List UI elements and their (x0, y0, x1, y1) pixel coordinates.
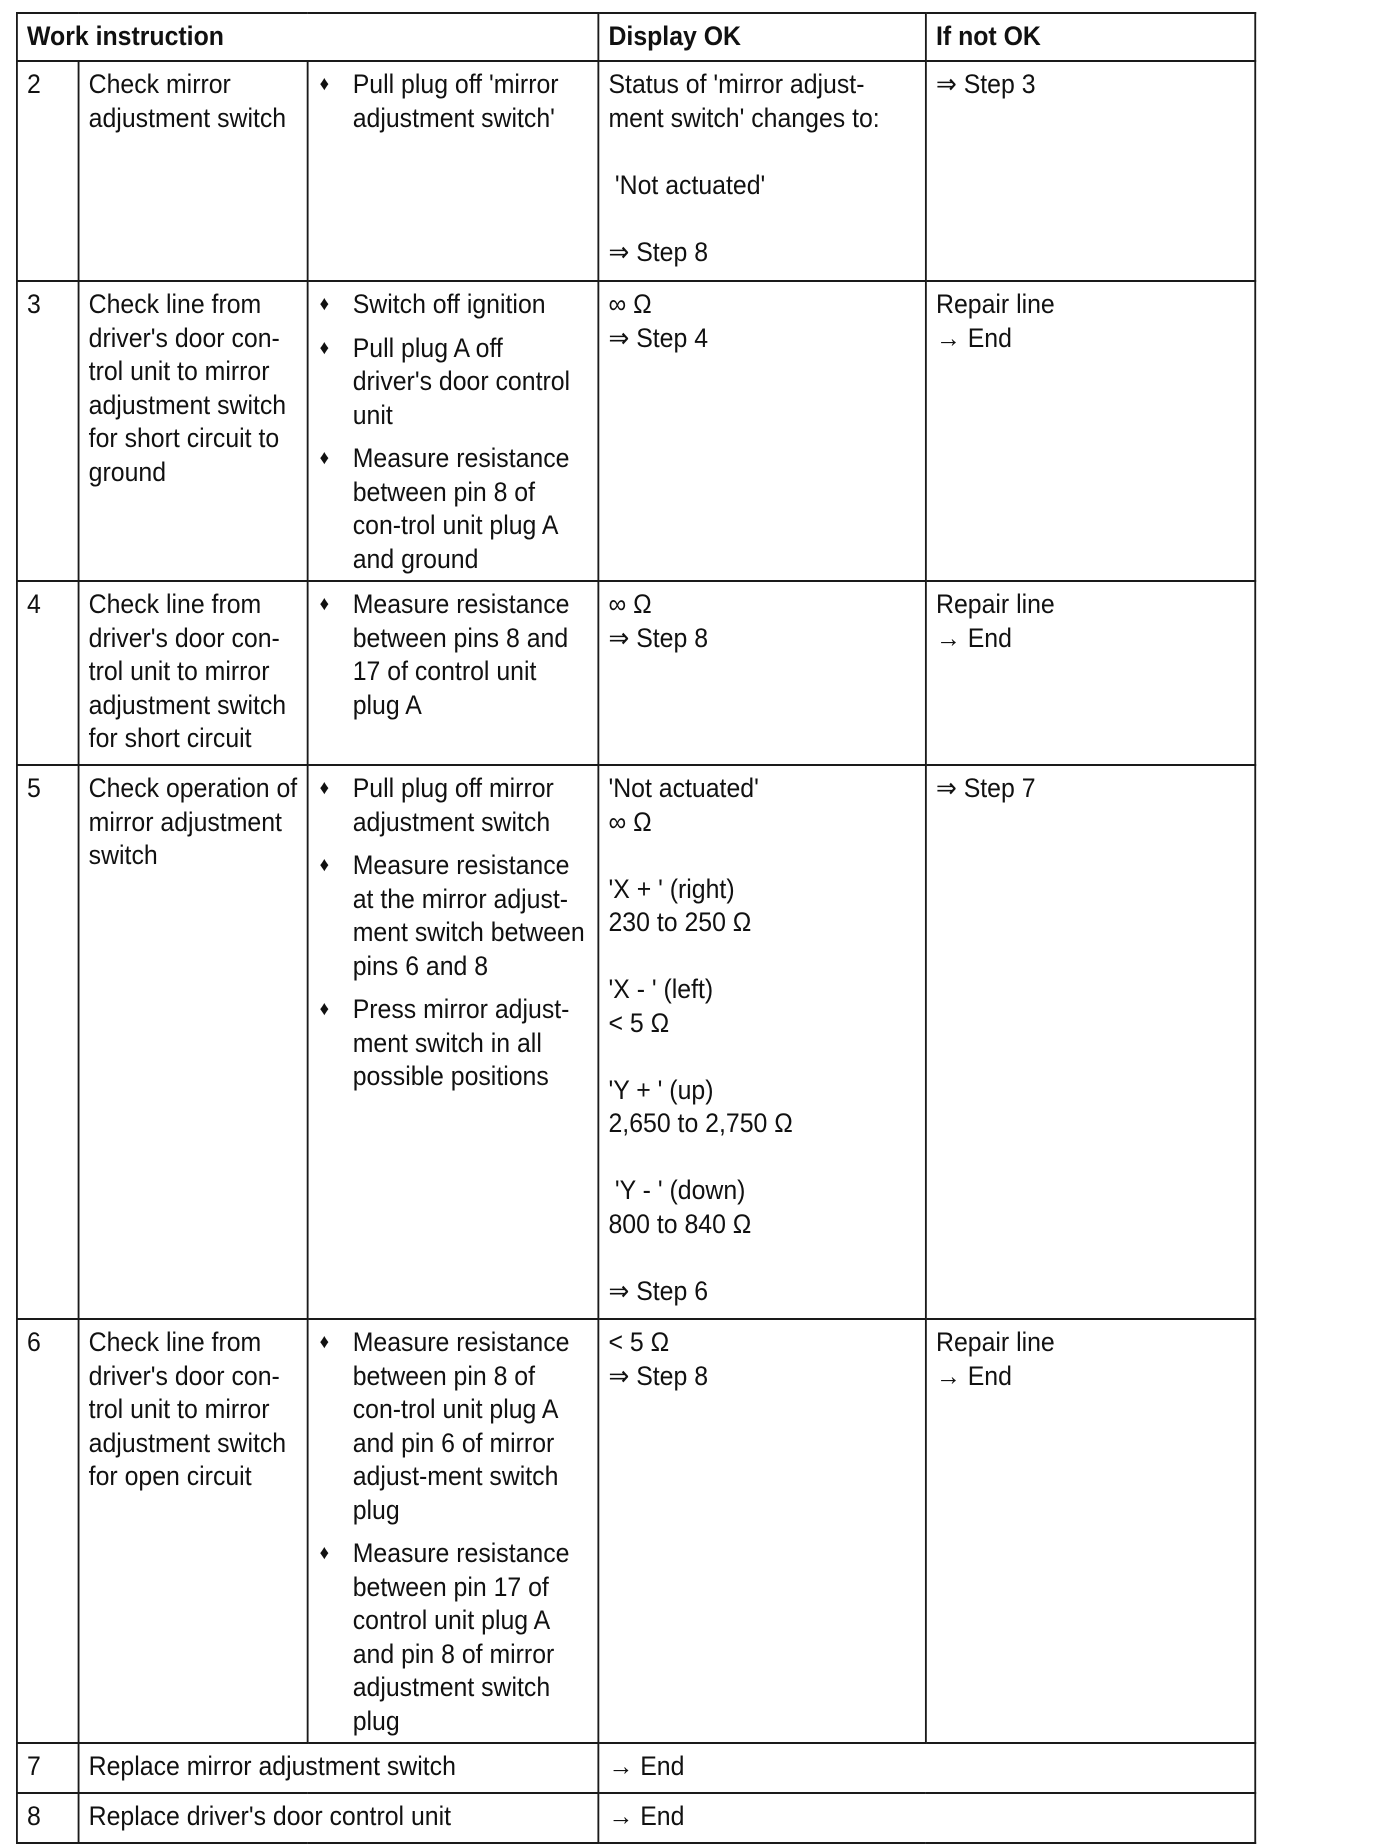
display-next-step: ⇒ Step 4 (608, 322, 709, 353)
if-not-ok-cell (926, 61, 1255, 281)
resistance-value: < 5 Ω (608, 1327, 670, 1357)
bullet-icon: ♦ (319, 777, 330, 799)
not-ok-text: ⇒ Step 7 (936, 773, 1036, 803)
display-ok-cell (598, 581, 926, 765)
resistance-value: < 5 Ω (608, 1007, 670, 1038)
step-number: 3 (17, 281, 79, 581)
resistance-value: ∞ Ω (608, 806, 652, 837)
display-text: Status of 'mirror adjust-ment switch' changes to: (608, 69, 880, 133)
display-ok-cell (598, 765, 926, 1319)
step-number: 7 (17, 1743, 79, 1793)
bullet-icon: ♦ (319, 73, 330, 95)
step-number: 8 (17, 1793, 79, 1843)
action-item: ♦ Measure resistance at the mirror adjust-ment switch between pins 6 and 8 (319, 850, 585, 981)
bullet-icon: ♦ (319, 1331, 330, 1353)
if-not-ok-cell (926, 281, 1255, 581)
check-description: Check line from driver's door con-trol unit to mirror adjustment switch for short circuit to ground (79, 281, 308, 581)
action-item: ♦ Measure resistance between pins 8 and 17 of control unit plug A (319, 589, 570, 720)
step-number: 2 (17, 61, 79, 281)
action-item: ♦ Measure resistance between pin 17 of control unit plug A and pin 8 of mirror adjustment switch plug (319, 1538, 570, 1736)
action-list (308, 281, 599, 581)
resistance-value: 230 to 250 Ω (608, 907, 752, 937)
switch-state: 'Y - ' (down) (614, 1175, 746, 1205)
step-row-2 (17, 61, 1255, 281)
work-instruction-table (16, 12, 1256, 1844)
action-item: ♦ Switch off ignition (318, 288, 588, 322)
resistance-value: 2,650 to 2,750 Ω (608, 1108, 793, 1138)
switch-state: 'X + ' (right) (608, 873, 735, 904)
not-ok-text: → End (936, 622, 1012, 653)
switch-state: 'Y + ' (up) (608, 1074, 714, 1105)
check-description: Check operation of mirror adjustment switch (79, 765, 308, 1319)
action-list (308, 1319, 599, 1743)
instruction-text: Replace driver's door control unit (79, 1793, 599, 1843)
not-ok-text: → End (936, 322, 1012, 353)
action-item: ♦ Measure resistance between pin 8 of con-trol unit plug A and pin 6 of mirror adjust-ment switch plug (319, 1327, 570, 1525)
action-list (308, 61, 599, 281)
if-not-ok-cell (926, 581, 1255, 765)
bullet-icon: ♦ (319, 1542, 330, 1564)
if-not-ok-cell (926, 765, 1255, 1319)
display-ok-cell (598, 1319, 926, 1743)
action-item: ♦ Pull plug A off driver's door control unit (319, 332, 571, 430)
step-number: 4 (17, 581, 79, 765)
action-list (308, 765, 599, 1319)
header-row (17, 13, 1255, 61)
display-ok-cell (598, 61, 926, 281)
step-row-8 (17, 1793, 1255, 1843)
not-ok-text: → End (936, 1360, 1012, 1391)
switch-state: 'Not actuated' (608, 773, 759, 803)
if-not-ok-cell (926, 1319, 1255, 1743)
display-text: ∞ Ω (608, 289, 652, 319)
step-number: 6 (17, 1319, 79, 1743)
step-row-7 (17, 1743, 1255, 1793)
header-work-instruction: Work instruction (17, 13, 598, 61)
resistance-value: 800 to 840 Ω (608, 1208, 752, 1239)
display-next-step: ⇒ Step 8 (608, 236, 709, 267)
bullet-icon: ♦ (319, 854, 330, 876)
check-description: Check line from driver's door con-trol unit to mirror adjustment switch for short circuit (79, 581, 308, 765)
check-description: Check mirror adjustment switch (79, 61, 308, 281)
header-display-ok: Display OK (598, 13, 926, 61)
action-item: ♦ Pull plug off mirror adjustment switch (319, 773, 554, 837)
action-item: ♦ Press mirror adjust-ment switch in all possible positions (319, 994, 570, 1091)
result-text: → End (598, 1793, 1255, 1843)
switch-state: 'X - ' (left) (608, 974, 714, 1004)
display-next-step: ⇒ Step 8 (608, 1360, 709, 1391)
bullet-icon: ♦ (319, 998, 330, 1020)
bullet-icon: ♦ (319, 293, 330, 315)
result-text: → End (598, 1743, 1255, 1793)
action-item: ♦ Measure resistance between pin 8 of con-trol unit plug A and ground (319, 443, 570, 574)
display-text: 'Not actuated' (614, 169, 766, 200)
display-next-step: ⇒ Step 8 (608, 622, 709, 653)
display-text: ∞ Ω (608, 589, 652, 619)
not-ok-text: ⇒ Step 3 (936, 69, 1036, 99)
check-description: Check line from driver's door con-trol unit to mirror adjustment switch for open circuit (79, 1319, 308, 1743)
not-ok-text: Repair line (936, 1327, 1055, 1357)
bullet-icon: ♦ (319, 447, 330, 469)
step-row-5 (17, 765, 1255, 1319)
action-list (308, 581, 599, 765)
step-number: 5 (17, 765, 79, 1319)
action-item: ♦ Pull plug off 'mirror adjustment switch' (319, 69, 559, 133)
step-row-4 (17, 581, 1255, 765)
not-ok-text: Repair line (936, 589, 1055, 619)
instruction-text: Replace mirror adjustment switch (79, 1743, 599, 1793)
step-row-6 (17, 1319, 1255, 1743)
not-ok-text: Repair line (936, 289, 1055, 319)
display-next-step: ⇒ Step 6 (608, 1275, 709, 1306)
step-row-3 (17, 281, 1255, 581)
bullet-icon: ♦ (319, 593, 330, 615)
header-if-not-ok: If not OK (926, 13, 1255, 61)
display-ok-cell (598, 281, 926, 581)
bullet-icon: ♦ (319, 336, 330, 359)
